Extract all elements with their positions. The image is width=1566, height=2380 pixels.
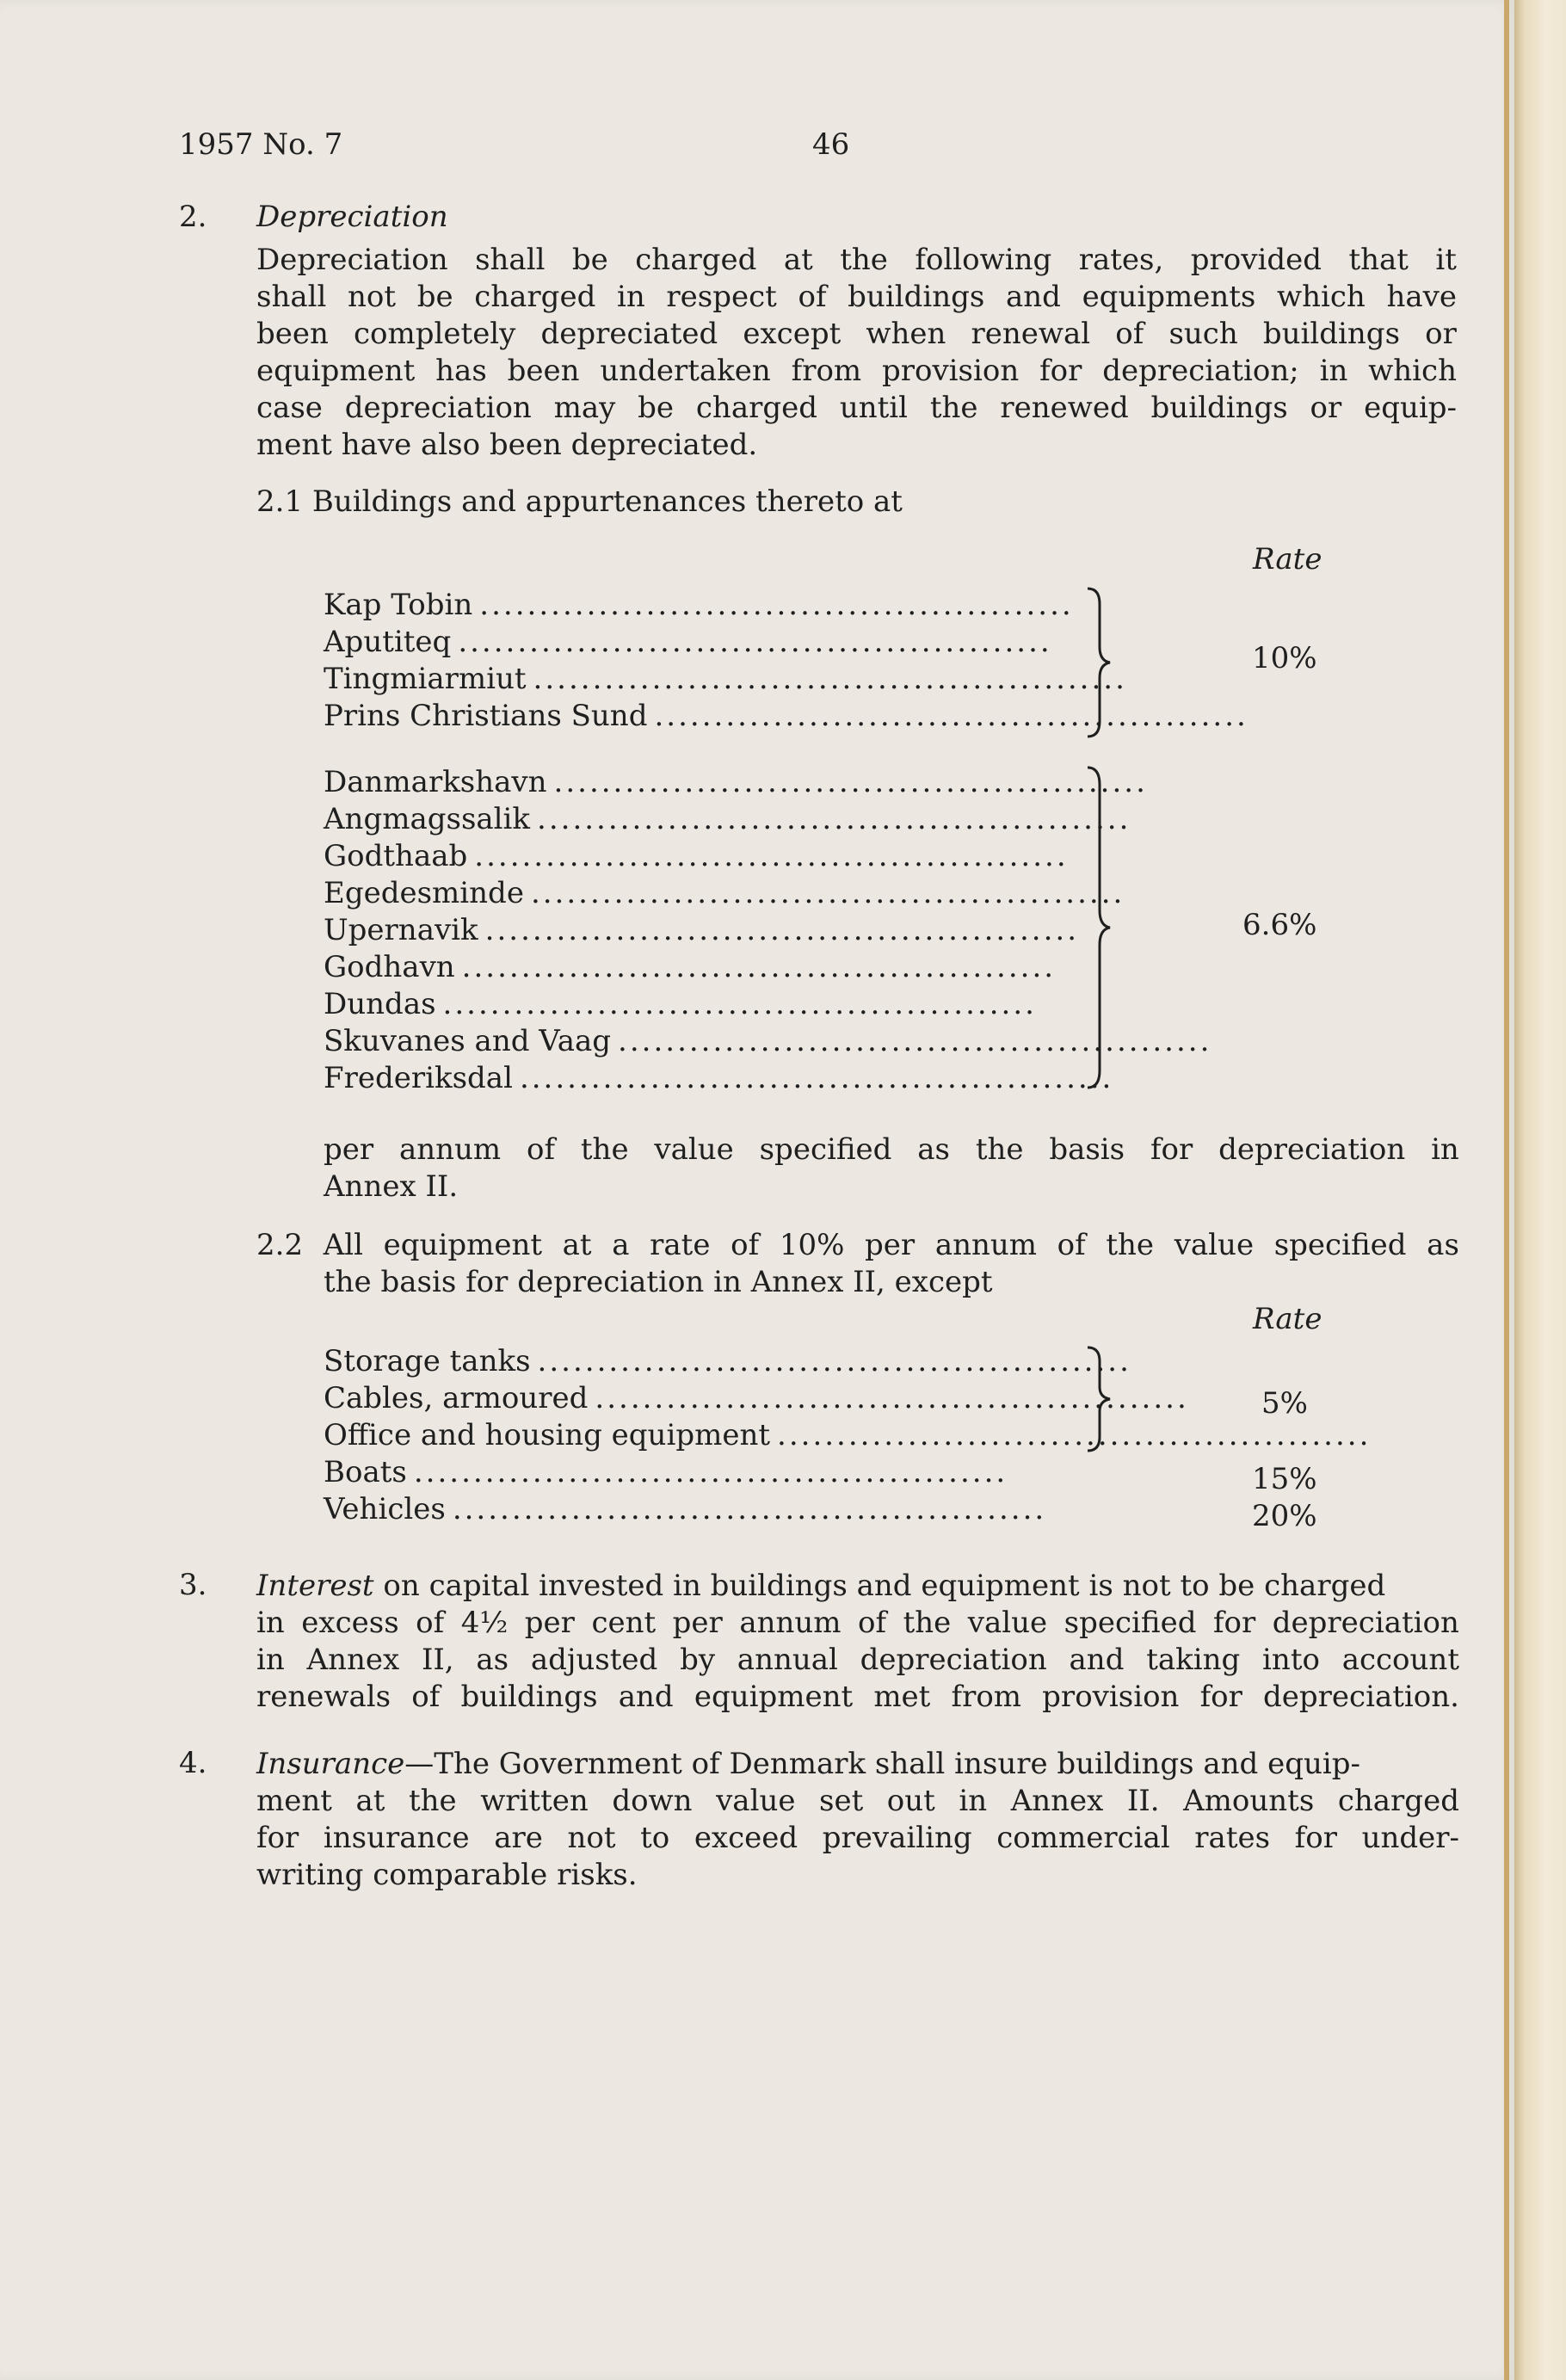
section-4-text — [256, 1746, 1459, 1894]
list-item: Godhavn .................................................. — [324, 950, 1057, 984]
page-edge — [1514, 0, 1566, 2380]
rate-value: 5% — [1261, 1386, 1308, 1421]
word: in — [256, 1643, 285, 1677]
word: charged — [474, 280, 596, 314]
word: depreciation — [1218, 1132, 1406, 1167]
word: annum — [934, 1228, 1038, 1262]
word: not — [348, 280, 397, 314]
word: which — [1368, 354, 1457, 388]
word: per — [865, 1228, 916, 1262]
station-list-group-2 — [324, 764, 1212, 1097]
word: for — [256, 1821, 299, 1855]
text-line: the basis for depreciation in Annex II, except — [324, 1265, 993, 1299]
section-4-number: 4. — [179, 1746, 207, 1780]
word: equip- — [1364, 391, 1457, 425]
word: equipment — [694, 1680, 854, 1714]
rate-header: Rate — [1253, 1302, 1322, 1336]
text-line: Interest on capital invested in buildings and equipment is not to be charged — [256, 1569, 1386, 1603]
word: insurance — [323, 1821, 470, 1855]
word: buildings — [848, 280, 985, 314]
word: of — [411, 1680, 441, 1714]
word: All — [323, 1228, 364, 1262]
word: have — [1386, 280, 1457, 314]
word: Annex — [306, 1643, 400, 1677]
word: cent — [591, 1606, 657, 1640]
word: in — [256, 1606, 285, 1640]
word: such — [1168, 317, 1238, 351]
word: of — [1115, 317, 1144, 351]
section-2-intro — [256, 242, 1457, 464]
word: at — [783, 243, 813, 277]
word: adjusted — [530, 1643, 658, 1677]
word: for — [1294, 1821, 1337, 1855]
section-2-number: 2. — [179, 200, 207, 234]
word: until — [839, 391, 909, 425]
brace-icon — [1084, 764, 1119, 1091]
text-line — [256, 1783, 1459, 1820]
text-line: Insurance—The Government of Denmark shall insure buildings and equip- — [256, 1747, 1361, 1781]
word: as — [476, 1643, 509, 1677]
word: taking — [1146, 1643, 1241, 1677]
word: in — [959, 1784, 988, 1818]
subsection-2-1-label: 2.1 Buildings and appurtenances thereto at — [256, 484, 903, 519]
word: rate — [650, 1228, 711, 1262]
word: buildings — [1262, 317, 1401, 351]
word: commercial — [996, 1821, 1170, 1855]
word: equipment — [383, 1228, 543, 1262]
word: and — [618, 1680, 674, 1714]
word: out — [886, 1784, 935, 1818]
word: depreciation — [344, 391, 532, 425]
word: the — [580, 1132, 629, 1167]
list-item: Kap Tobin .................................................. — [324, 588, 1074, 622]
word: at — [355, 1784, 385, 1818]
word: value — [1174, 1228, 1255, 1262]
word: in — [616, 280, 645, 314]
word: into — [1262, 1643, 1320, 1677]
word: for — [1212, 1606, 1256, 1640]
word: that — [1348, 243, 1409, 277]
page-number: 46 — [812, 127, 850, 162]
word: equipments — [1082, 280, 1256, 314]
rate-value: 10% — [1252, 641, 1317, 675]
word: the — [1106, 1228, 1155, 1262]
text-line — [256, 1679, 1459, 1716]
word: depreciation; — [1102, 354, 1299, 388]
text-line — [324, 1131, 1459, 1168]
word: rates, — [1078, 243, 1164, 277]
list-item: Office and housing equipment .................................................. — [324, 1418, 1372, 1452]
word: from — [791, 354, 862, 388]
word: the — [975, 1132, 1024, 1167]
word: of — [527, 1132, 556, 1167]
word: under- — [1361, 1821, 1459, 1855]
text-line — [256, 279, 1457, 316]
section-3-text — [256, 1568, 1459, 1716]
text-line: writing comparable risks. — [256, 1858, 638, 1892]
word: of — [1057, 1228, 1086, 1262]
section-3-number: 3. — [179, 1568, 207, 1602]
rate-value: 15% — [1252, 1462, 1317, 1496]
word: prevailing — [822, 1821, 972, 1855]
word: to — [640, 1821, 670, 1855]
list-item: Aputiteq .................................................. — [324, 625, 1052, 659]
word: as — [917, 1132, 950, 1167]
text-line — [256, 1642, 1459, 1679]
word: annum — [398, 1132, 502, 1167]
word: shall — [256, 280, 327, 314]
word: 2.2 — [256, 1228, 304, 1262]
word: are — [494, 1821, 543, 1855]
list-item: Angmagssalik .................................................. — [324, 802, 1131, 836]
word: been — [256, 317, 329, 351]
rate-value: 20% — [1252, 1499, 1317, 1533]
word: as — [1427, 1228, 1459, 1262]
word: provided — [1190, 243, 1322, 277]
word: annual — [737, 1643, 838, 1677]
word: respect — [666, 280, 777, 314]
word: charged — [695, 391, 817, 425]
word: the — [840, 243, 888, 277]
word: rates — [1194, 1821, 1271, 1855]
word: Amounts — [1183, 1784, 1315, 1818]
word: specified — [1064, 1606, 1197, 1640]
text-line — [256, 242, 1457, 279]
list-item: Boats .................................................. — [324, 1455, 1008, 1489]
word: renewals — [256, 1680, 392, 1714]
word: undertaken — [600, 354, 771, 388]
subsection-2-1-after — [324, 1131, 1459, 1205]
word: value — [716, 1784, 796, 1818]
word: set — [819, 1784, 864, 1818]
word: provision — [1042, 1680, 1180, 1714]
subsection-2-2 — [256, 1227, 1459, 1301]
list-item: Cables, armoured .................................................. — [324, 1381, 1189, 1415]
word: following — [915, 243, 1052, 277]
list-item: Dundas .................................................. — [324, 987, 1037, 1021]
word: basis — [1049, 1132, 1125, 1167]
word: be — [416, 280, 453, 314]
word: has — [435, 354, 487, 388]
word: specified — [1273, 1228, 1407, 1262]
word: of — [858, 1606, 887, 1640]
word: depreciation. — [1263, 1680, 1459, 1714]
word: of — [416, 1606, 445, 1640]
word: per — [672, 1606, 723, 1640]
text-line — [256, 316, 1457, 353]
section-2-heading: Depreciation — [256, 200, 448, 234]
brace-icon — [1084, 1344, 1119, 1456]
station-list-group-1 — [324, 587, 1248, 735]
word: Depreciation — [256, 243, 448, 277]
list-item: Danmarkshavn .................................................. — [324, 765, 1148, 799]
text-line — [256, 353, 1457, 390]
word: equipment — [256, 354, 416, 388]
word: for — [1150, 1132, 1193, 1167]
word: which — [1277, 280, 1366, 314]
list-item: Egedesminde .................................................. — [324, 876, 1125, 910]
word: in — [1319, 354, 1348, 388]
word: the — [903, 1606, 952, 1640]
word: charged — [635, 243, 757, 277]
word: or — [1310, 391, 1342, 425]
word: depreciation — [860, 1643, 1047, 1677]
word: depreciated — [540, 317, 718, 351]
list-item: Godthaab .................................................. — [324, 839, 1069, 873]
word: excess — [301, 1606, 399, 1640]
list-item: Frederiksdal .................................................. — [324, 1061, 1114, 1095]
brace-icon — [1084, 585, 1119, 740]
word: specified — [759, 1132, 892, 1167]
word: from — [951, 1680, 1022, 1714]
word: provision — [881, 354, 1020, 388]
word: be — [571, 243, 608, 277]
word: down — [612, 1784, 693, 1818]
word: may — [553, 391, 616, 425]
list-item: Storage tanks .................................................. — [324, 1344, 1131, 1378]
word: renewed — [1000, 391, 1129, 425]
word: completely — [354, 317, 516, 351]
word: exceed — [694, 1821, 798, 1855]
word: for — [1199, 1680, 1242, 1714]
word: met — [873, 1680, 931, 1714]
list-item: Skuvanes and Vaag .................................................. — [324, 1024, 1212, 1058]
word: in — [1431, 1132, 1459, 1167]
word: charged — [1337, 1784, 1459, 1818]
word: II, — [421, 1643, 454, 1677]
word: and — [1005, 280, 1061, 314]
word: written — [480, 1784, 589, 1818]
word: 4½ — [460, 1606, 509, 1640]
word: it — [1435, 243, 1457, 277]
word: value — [654, 1132, 734, 1167]
section-3-lead: Interest — [256, 1569, 374, 1603]
word: of — [798, 280, 827, 314]
word: 10% — [779, 1228, 845, 1262]
word: per — [324, 1132, 374, 1167]
word: per — [524, 1606, 575, 1640]
text-line: ment have also been depreciated. — [256, 428, 758, 462]
word: not — [567, 1821, 616, 1855]
section-4-lead: Insurance — [256, 1747, 405, 1781]
word: buildings — [1150, 391, 1288, 425]
word: Annex — [1010, 1784, 1104, 1818]
rate-header: Rate — [1253, 542, 1322, 577]
list-item: Vehicles .................................................. — [324, 1492, 1047, 1526]
word: or — [1425, 317, 1457, 351]
text-line — [256, 1605, 1459, 1642]
list-item: Prins Christians Sund .................................................. — [324, 699, 1248, 733]
list-item: Tingmiarmiut .................................................. — [324, 662, 1127, 696]
word: value — [967, 1606, 1048, 1640]
page-fold — [1504, 0, 1509, 2380]
word: of — [731, 1228, 760, 1262]
word: account — [1341, 1643, 1459, 1677]
word: depreciation — [1272, 1606, 1459, 1640]
text-line — [256, 390, 1457, 427]
word: at — [562, 1228, 592, 1262]
word: been — [507, 354, 580, 388]
word: buildings — [460, 1680, 598, 1714]
rate-value: 6.6% — [1242, 908, 1317, 942]
word: when — [866, 317, 946, 351]
page-header-left: 1957 No. 7 — [179, 127, 343, 162]
word: the — [929, 391, 978, 425]
word: shall — [475, 243, 546, 277]
text-line: Annex II. — [324, 1169, 459, 1204]
word: be — [638, 391, 675, 425]
text-line — [256, 1227, 1459, 1264]
word: ment — [256, 1784, 332, 1818]
word: by — [680, 1643, 716, 1677]
text-line — [256, 1820, 1459, 1857]
word: a — [612, 1228, 630, 1262]
word: renewal — [971, 317, 1091, 351]
word: except — [743, 317, 842, 351]
word: and — [1069, 1643, 1125, 1677]
word: the — [408, 1784, 457, 1818]
word: annum — [739, 1606, 842, 1640]
word: II. — [1126, 1784, 1160, 1818]
list-item: Upernavik .................................................. — [324, 913, 1080, 947]
word: case — [256, 391, 323, 425]
word: for — [1039, 354, 1082, 388]
